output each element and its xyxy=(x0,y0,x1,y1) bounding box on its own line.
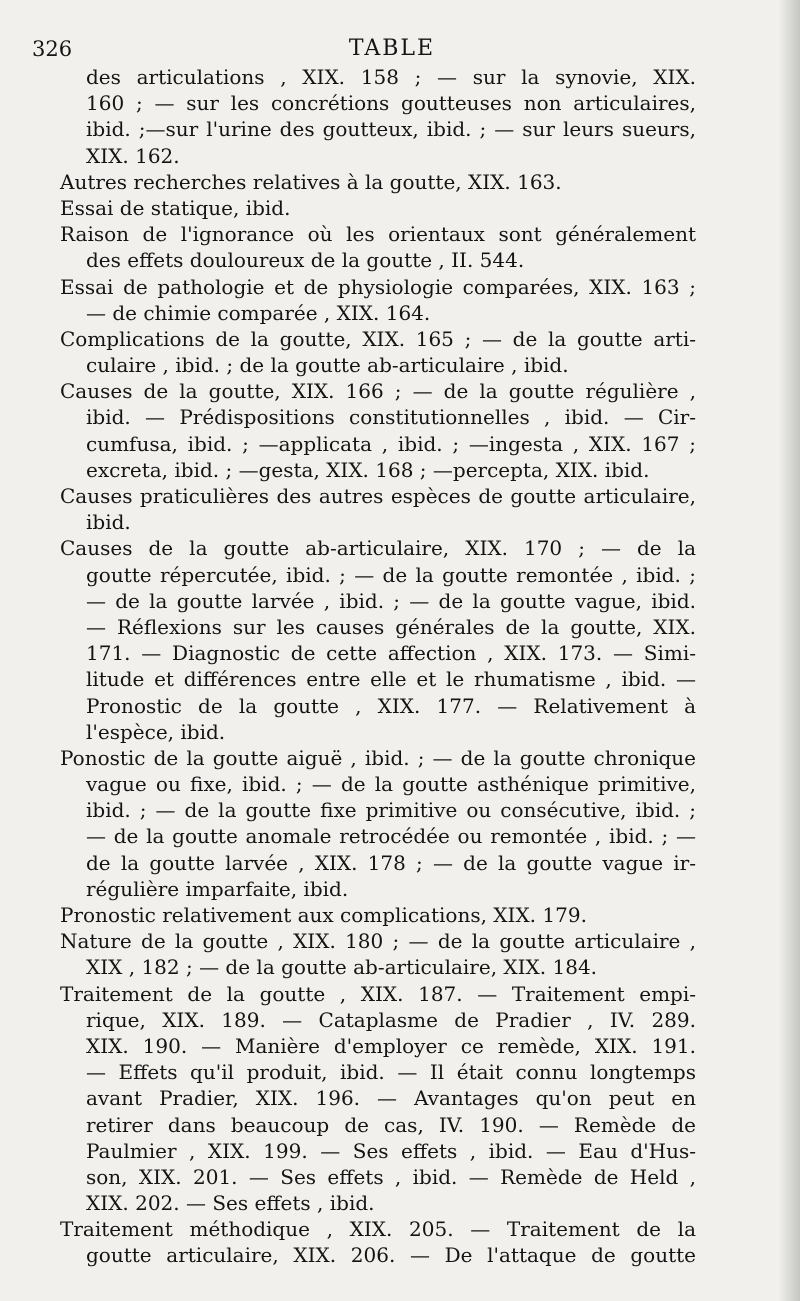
index-entry xyxy=(60,274,696,326)
entry-line: Causes de la goutte, XIX. 166 ; — de la goutte régulière , xyxy=(60,379,696,404)
index-entry xyxy=(60,928,696,980)
entry-line: Causes praticulières des autres espèces de goutte articulaire, xyxy=(60,484,696,508)
entry-line: culaire , ibid. ; de la goutte ab-articulaire , ibid. xyxy=(86,353,569,378)
index-entry xyxy=(60,195,696,221)
entry-line: — Effets qu'il produit, ibid. — Il était connu longtemps xyxy=(86,1060,696,1085)
index-entries xyxy=(60,64,696,1269)
entry-line: 160 ; — sur les concrétions goutteuses non articulaires, xyxy=(86,91,696,116)
entry-line: avant Pradier, XIX. 196. — Avantages qu'on peut en xyxy=(86,1086,696,1111)
index-entry xyxy=(60,483,696,535)
entry-line: vague ou fixe, ibid. ; — de la goutte asthénique primitive, xyxy=(86,772,696,797)
entry-line: Causes de la goutte ab-articulaire, XIX. 170 ; — de la xyxy=(60,536,696,561)
entry-line: Autres recherches relatives à la goutte, XIX. 163. xyxy=(60,169,562,194)
entry-line: Pronostic de la goutte , XIX. 177. — Relativement à xyxy=(86,693,696,718)
entry-line: son, XIX. 201. — Ses effets , ibid. — Remède de Held , xyxy=(86,1164,696,1189)
entry-line: de la goutte larvée , XIX. 178 ; — de la goutte vague ir- xyxy=(86,850,696,875)
index-entry xyxy=(60,326,696,378)
index-entry xyxy=(60,378,696,483)
entry-line: Pronostic relativement aux complications, XIX. 179. xyxy=(60,903,587,927)
entry-line: XIX. 202. — Ses effets , ibid. xyxy=(86,1191,375,1216)
entry-line: ibid. ;—sur l'urine des goutteux, ibid. ; — sur leurs sueurs, xyxy=(86,117,696,142)
entry-line: des articulations , XIX. 158 ; — sur la synovie, XIX. xyxy=(86,65,696,89)
entry-line: — Réflexions sur les causes générales de la goutte, XIX. xyxy=(86,614,696,639)
entry-line: XIX , 182 ; — de la goutte ab-articulaire, XIX. 184. xyxy=(86,955,598,980)
entry-line: rique, XIX. 189. — Cataplasme de Pradier , IV. 289. xyxy=(86,1007,696,1032)
entry-line: Nature de la goutte , XIX. 180 ; — de la goutte articulaire , xyxy=(60,929,696,954)
index-entry xyxy=(60,535,696,745)
index-entry xyxy=(60,221,696,273)
page-header xyxy=(32,34,752,64)
entry-line: ibid. ; — de la goutte fixe primitive ou consécutive, ibid. ; xyxy=(86,798,696,823)
index-entry xyxy=(60,981,696,1217)
page-edge-shadow xyxy=(778,0,800,1301)
entry-line: — de la goutte larvée , ibid. ; — de la goutte vague, ibid. xyxy=(86,588,696,613)
entry-line: retirer dans beaucoup de cas, IV. 190. — Remède de xyxy=(86,1112,696,1137)
entry-line: Traitement méthodique , XIX. 205. — Traitement de la xyxy=(60,1217,696,1242)
entry-line: Essai de pathologie et de physiologie comparées, XIX. 163 ; xyxy=(60,274,696,299)
index-entry xyxy=(60,745,696,902)
entry-line: Complications de la goutte, XIX. 165 ; — de la goutte arti- xyxy=(60,326,696,351)
entry-line: goutte répercutée, ibid. ; — de la goutte remontée , ibid. ; xyxy=(86,562,696,587)
index-entry xyxy=(60,169,696,195)
entry-line: Traitement de la goutte , XIX. 187. — Traitement empi- xyxy=(60,981,696,1006)
entry-line: litude et différences entre elle et le rhumatisme , ibid. — xyxy=(86,667,696,692)
entry-line: Paulmier , XIX. 199. — Ses effets , ibid. — Eau d'Hus- xyxy=(86,1138,696,1163)
entry-line: 171. — Diagnostic de cette affection , XIX. 173. — Simi- xyxy=(86,641,696,666)
entry-line: XIX. 190. — Manière d'employer ce remède, XIX. 191. xyxy=(86,1033,696,1058)
entry-line: Ponostic de la goutte aiguë , ibid. ; — de la goutte chronique xyxy=(60,745,696,770)
entry-line: goutte articulaire, XIX. 206. — De l'attaque de goutte xyxy=(86,1243,696,1268)
entry-line: excreta, ibid. ; —gesta, XIX. 168 ; —percepta, XIX. ibid. xyxy=(86,457,650,482)
index-entry xyxy=(60,902,696,928)
running-title: TABLE xyxy=(348,36,436,61)
page-number: 326 xyxy=(32,37,73,61)
index-entry xyxy=(60,1216,696,1268)
entry-line: l'espèce, ibid. xyxy=(86,719,226,744)
entry-line: ibid. — Prédispositions constitutionnelles , ibid. — Cir- xyxy=(86,405,696,430)
entry-line: des effets douloureux de la goutte , II. 544. xyxy=(86,248,525,273)
entry-line: Raison de l'ignorance où les orientaux sont généralement xyxy=(60,222,696,247)
entry-line: régulière imparfaite, ibid. xyxy=(86,876,349,901)
entry-line: cumfusa, ibid. ; —applicata , ibid. ; —ingesta , XIX. 167 ; xyxy=(86,431,696,456)
index-entry xyxy=(60,64,696,169)
entry-line: ibid. xyxy=(86,510,131,535)
entry-line: — de chimie comparée , XIX. 164. xyxy=(86,300,431,325)
entry-line: — de la goutte anomale retrocédée ou remontée , ibid. ; — xyxy=(86,824,696,849)
entry-line: XIX. 162. xyxy=(86,143,180,168)
entry-line: Essai de statique, ibid. xyxy=(60,195,291,220)
